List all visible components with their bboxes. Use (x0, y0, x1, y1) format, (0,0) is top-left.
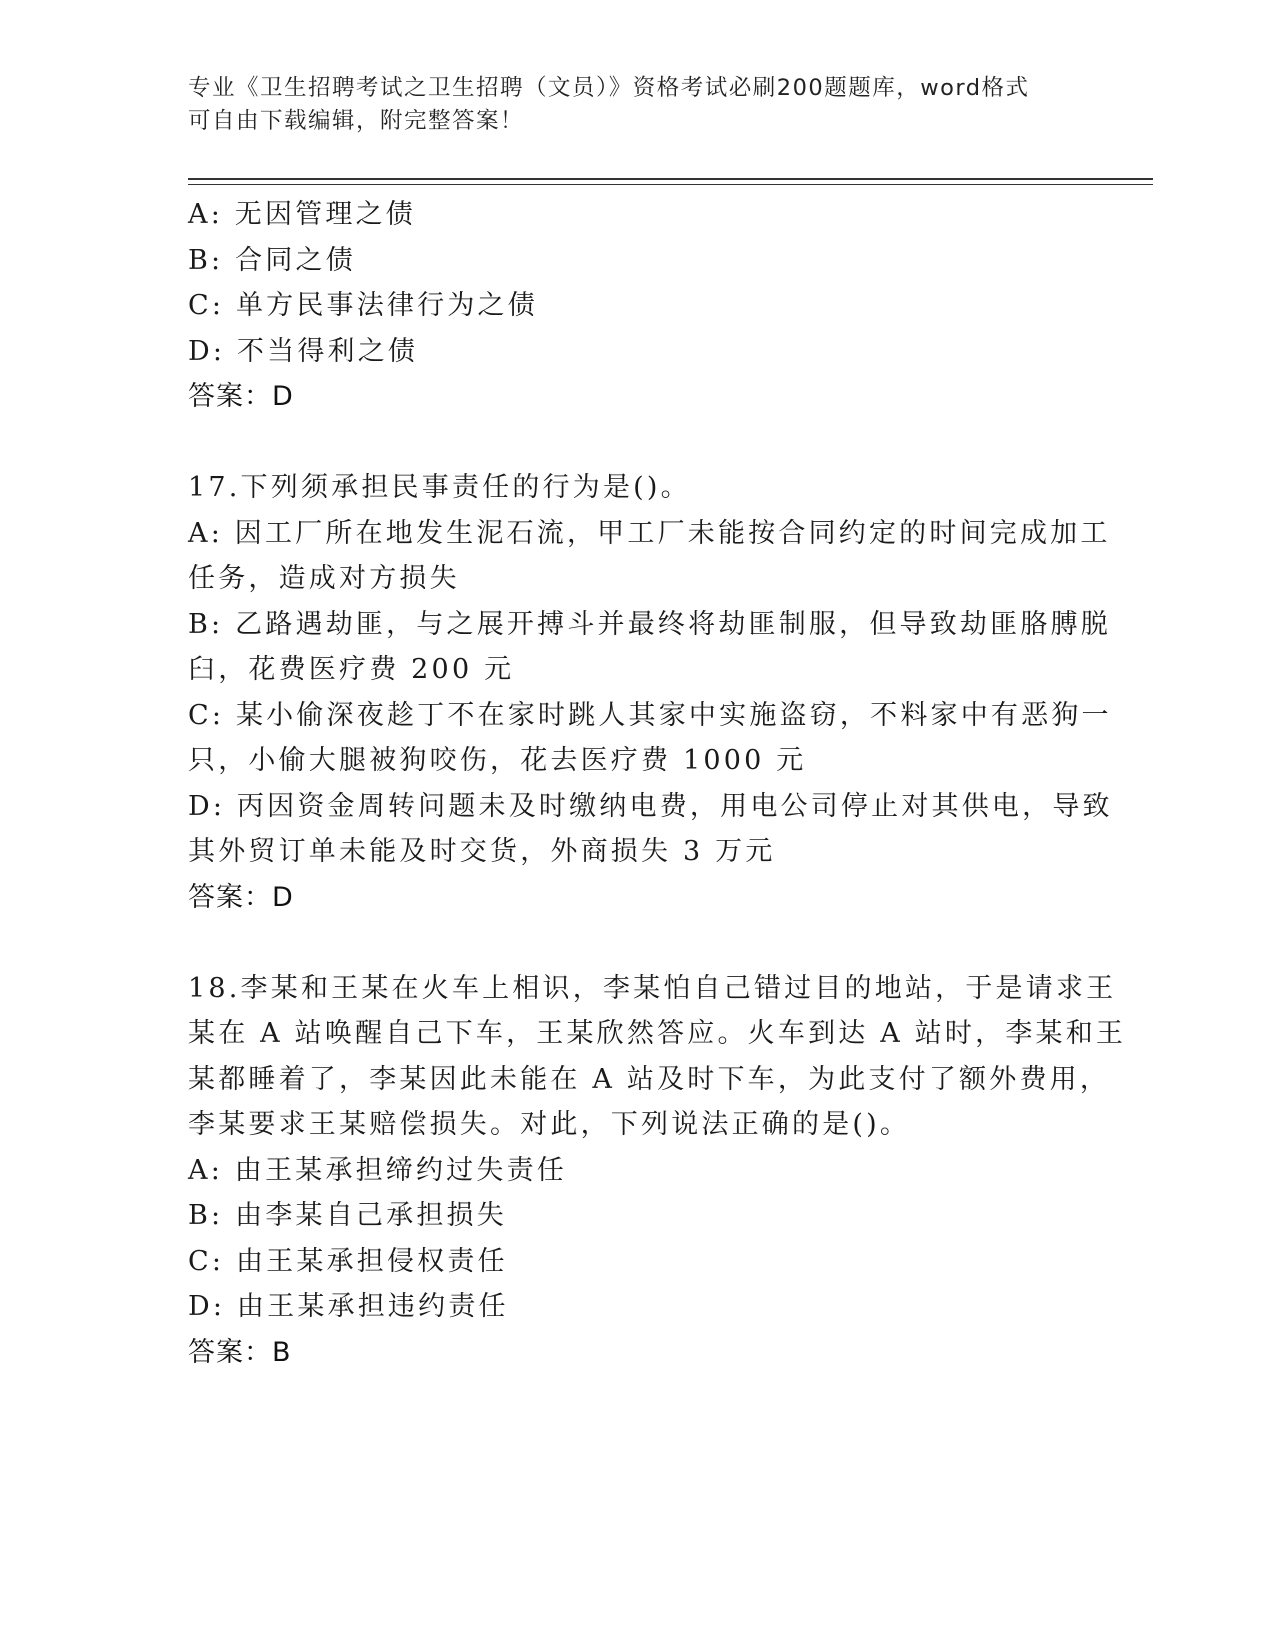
header-rule-thin (188, 184, 1153, 185)
document-header (188, 72, 1068, 138)
option-b: B: 由李某自己承担损失 (188, 1200, 507, 1231)
option-a-line-2: 任务，造成对方损失 (188, 563, 460, 594)
option-b: B: 合同之债 (188, 244, 356, 276)
header-line-1: 专业《卫生招聘考试之卫生招聘（文员）》资格考试必刷200题题库，word格式 (188, 75, 1030, 101)
option-a: A: 无因管理之债 (188, 199, 416, 230)
option-a-line-1: A: 因工厂所在地发生泥石流，甲工厂未能按合同约定的时间完成加工 (188, 517, 1111, 549)
question-stem-line-1: 18.李某和王某在火车上相识，李某怕自己错过目的地站，于是请求王 (188, 972, 1117, 1004)
question-17 (188, 465, 1113, 920)
option-d-line-1: D: 丙因资金周转问题未及时缴纳电费，用电公司停止对其供电，导致 (188, 790, 1113, 822)
spacer (188, 920, 1088, 966)
option-b-line-1: B: 乙路遇劫匪，与之展开搏斗并最终将劫匪制服，但导致劫匪胳膊脱 (188, 608, 1111, 640)
option-a: A: 由王某承担缔约过失责任 (188, 1154, 567, 1186)
option-c-line-1: C: 某小偷深夜趁丁不在家时跳人其家中实施盗窃，不料家中有恶狗一 (188, 699, 1112, 731)
header-rule-thick (188, 178, 1153, 180)
option-d: D: 不当得利之债 (188, 335, 419, 367)
spacer (188, 420, 1088, 466)
answer-line: 答案：D (188, 381, 294, 412)
option-c: C: 单方民事法律行为之债 (188, 290, 538, 321)
question-stem: 17.下列须承担民事责任的行为是()。 (188, 472, 691, 503)
option-d-line-2: 其外贸订单未能及时交货，外商损失 3 万元 (188, 836, 776, 867)
question-stem-line-4: 李某要求王某赔偿损失。对此，下列说法正确的是()。 (188, 1109, 911, 1140)
answer-line: 答案：B (188, 1336, 292, 1368)
option-b-line-2: 臼，花费医疗费 200 元 (188, 654, 515, 685)
header-line-2: 可自由下载编辑，附完整答案！ (188, 108, 525, 134)
option-c: C: 由王某承担侵权责任 (188, 1245, 508, 1277)
option-d: D: 由王某承担违约责任 (188, 1291, 509, 1322)
question-18 (188, 966, 1127, 1376)
question-stem-line-3: 某都睡着了，李某因此未能在 A 站及时下车，为此支付了额外费用， (188, 1063, 1111, 1095)
question-16 (188, 192, 1088, 420)
question-content (188, 192, 1127, 1375)
answer-line: 答案：D (188, 881, 294, 913)
question-stem-line-2: 某在 A 站唤醒自己下车，王某欣然答应。火车到达 A 站时，李某和王 (188, 1018, 1127, 1049)
option-c-line-2: 只，小偷大腿被狗咬伤，花去医疗费 1000 元 (188, 745, 807, 776)
